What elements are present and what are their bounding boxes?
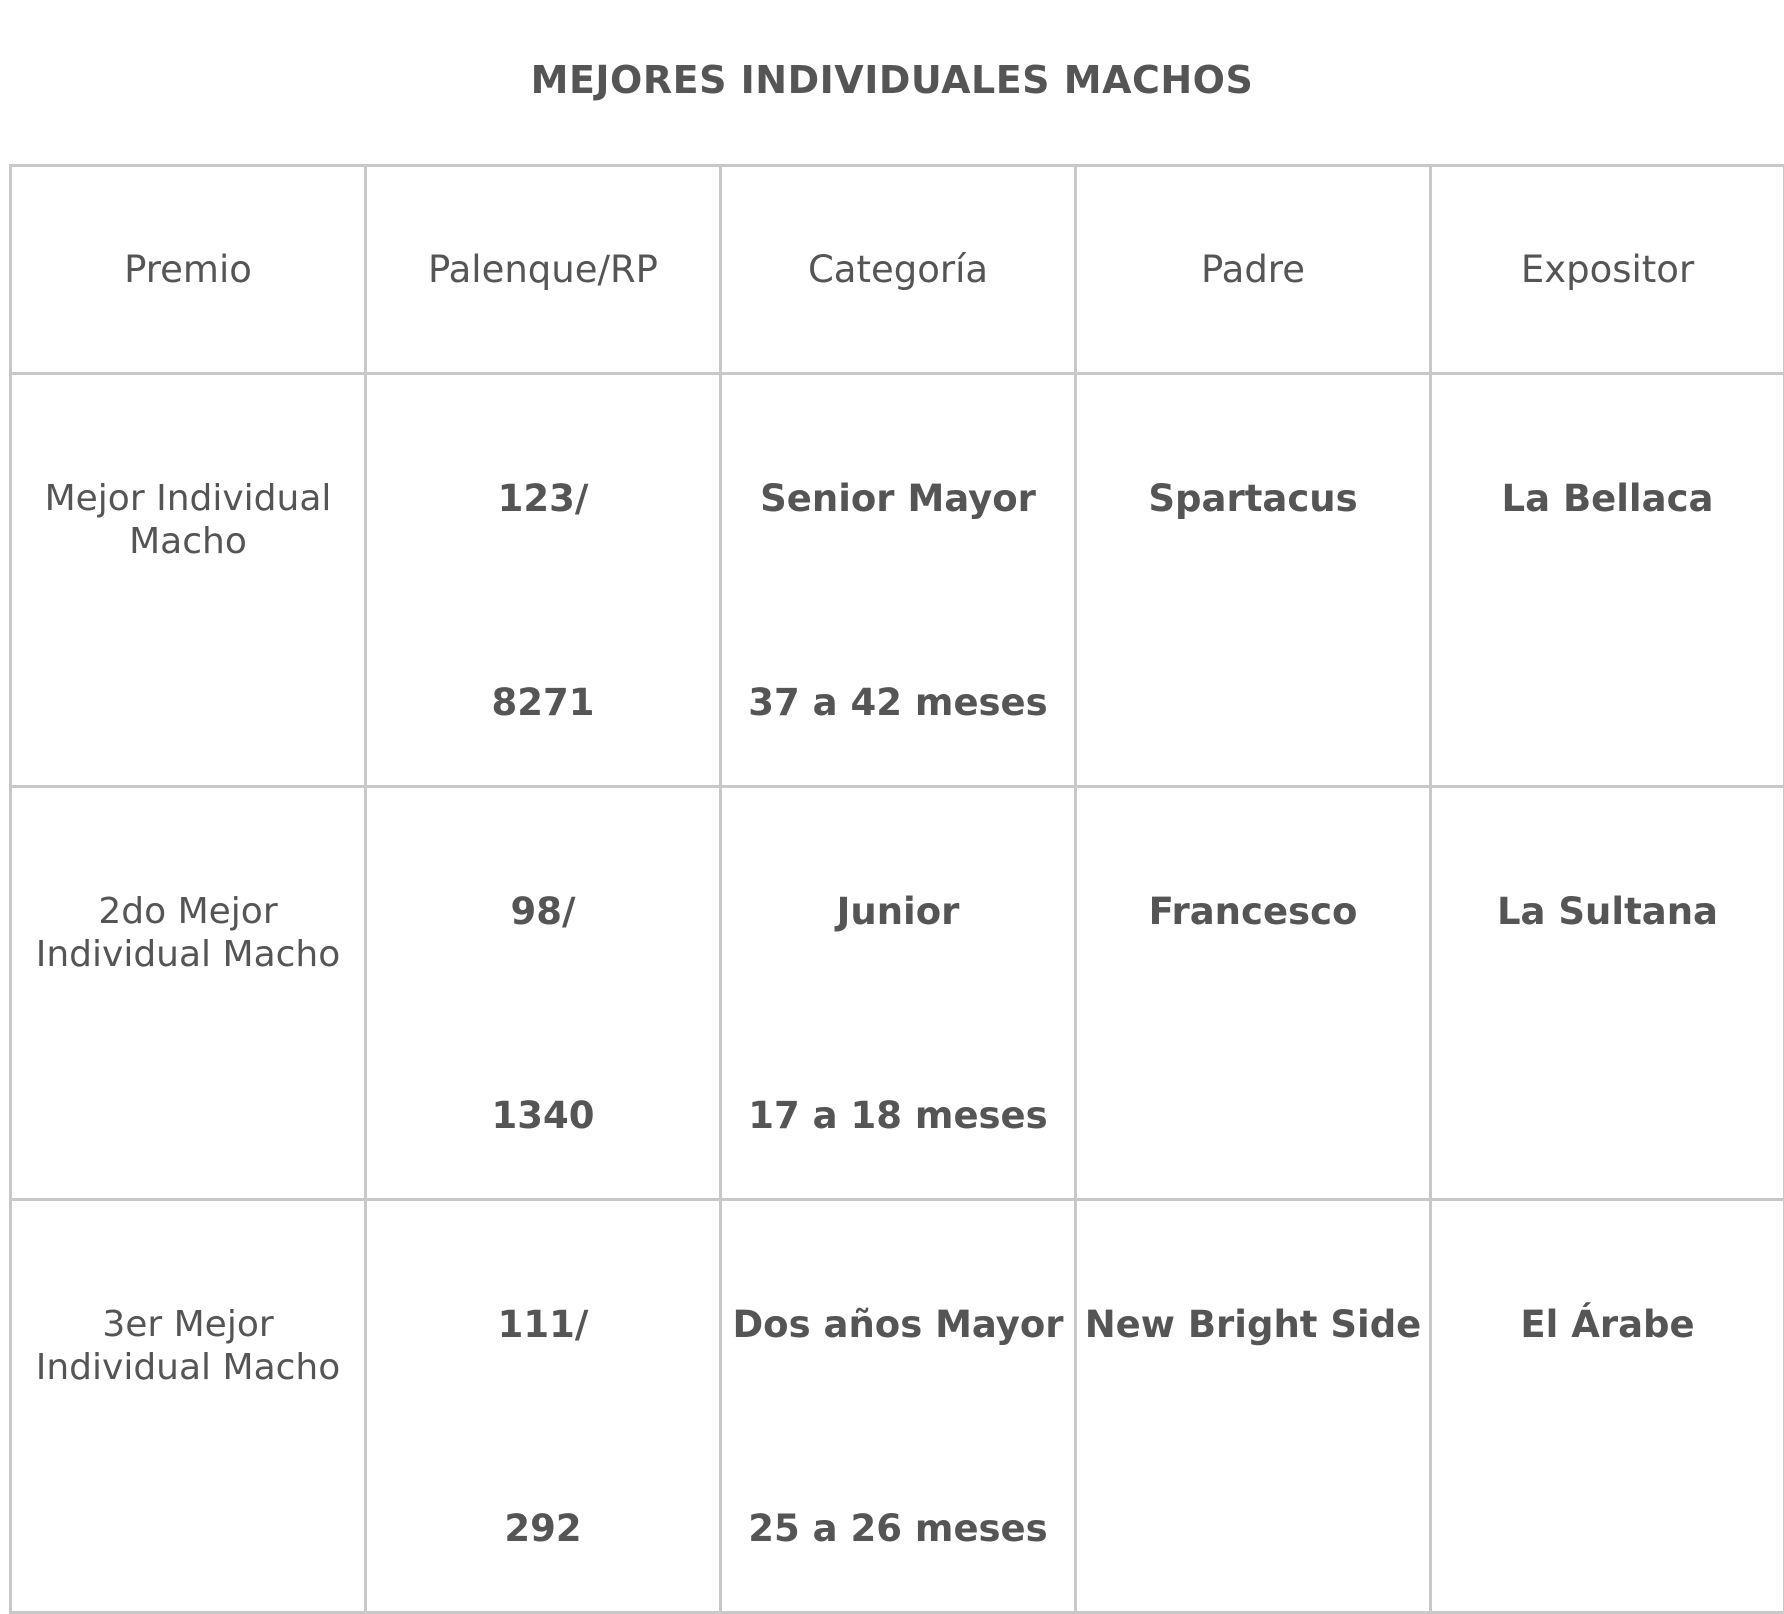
results-table [9,164,1784,1614]
cell-categoria [721,1200,1076,1613]
header-categoria: Categoría [721,166,1076,374]
cell-padre [1076,1200,1431,1613]
cell-palenque-rp [366,374,721,787]
rp-value: 1340 [367,1094,719,1137]
categoria-edad-value: 17 a 18 meses [722,1094,1074,1137]
rp-value: 8271 [367,681,719,724]
cell-categoria [721,374,1076,787]
categoria-edad-value: 25 a 26 meses [722,1507,1074,1550]
cell-categoria [721,787,1076,1200]
cell-padre [1076,787,1431,1200]
padre-value: New Bright Side [1077,1303,1429,1346]
palenque-value: 98/ [367,890,719,933]
header-palenque-rp: Palenque/RP [366,166,721,374]
premio-label: 2do Mejor Individual Macho [20,890,356,976]
table-row [11,787,1784,1200]
table-header-row [11,166,1784,374]
cell-expositor [1431,1200,1784,1613]
rp-value: 292 [367,1507,719,1550]
categoria-edad-value: 37 a 42 meses [722,681,1074,724]
header-premio: Premio [11,166,366,374]
padre-value: Francesco [1077,890,1429,933]
cell-premio [11,374,366,787]
categoria-value: Junior [722,890,1074,933]
expositor-value: La Sultana [1432,890,1783,933]
categoria-value: Dos años Mayor [722,1303,1074,1346]
cell-premio [11,787,366,1200]
cell-expositor [1431,374,1784,787]
expositor-value: El Árabe [1432,1303,1783,1346]
cell-premio [11,1200,366,1613]
palenque-value: 123/ [367,477,719,520]
header-expositor: Expositor [1431,166,1784,374]
table-row [11,1200,1784,1613]
cell-palenque-rp [366,787,721,1200]
cell-expositor [1431,787,1784,1200]
cell-padre [1076,374,1431,787]
palenque-value: 111/ [367,1303,719,1346]
page-title: MEJORES INDIVIDUALES MACHOS [0,58,1784,102]
header-padre: Padre [1076,166,1431,374]
expositor-value: La Bellaca [1432,477,1783,520]
padre-value: Spartacus [1077,477,1429,520]
cell-palenque-rp [366,1200,721,1613]
premio-label: Mejor Individual Macho [20,477,356,563]
categoria-value: Senior Mayor [722,477,1074,520]
premio-label: 3er Mejor Individual Macho [20,1303,356,1389]
table-row [11,374,1784,787]
